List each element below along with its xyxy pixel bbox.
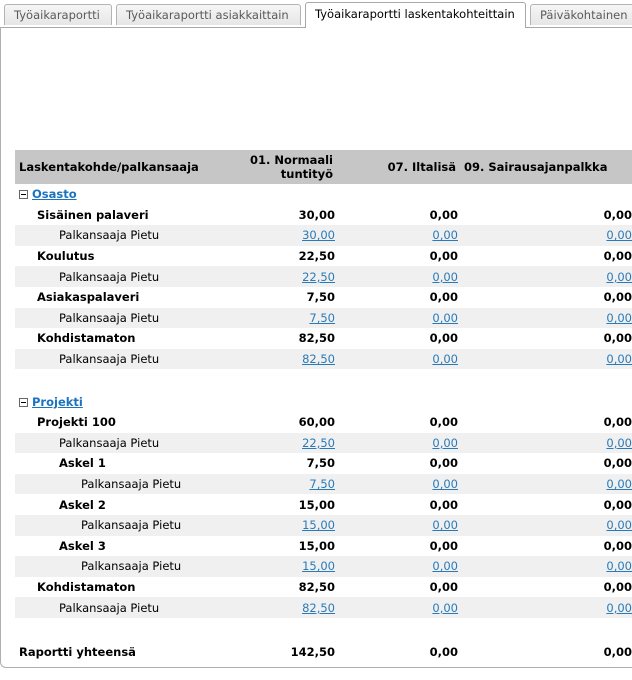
header-sairausajanpalkka: 09. Sairausajanpalkka — [458, 150, 632, 184]
hours-value: 0,00 — [429, 497, 458, 512]
cost-center-label: Askel 3 — [59, 538, 106, 553]
report-total-row — [15, 636, 632, 668]
header-col1-line1: 01. Normaali — [250, 153, 333, 167]
hours-value: 60,00 — [298, 415, 335, 430]
hours-value: 0,00 — [603, 249, 632, 264]
hours-value: 30,00 — [298, 207, 335, 222]
hours-value: 22,50 — [298, 249, 335, 264]
person-row — [15, 349, 632, 370]
hours-link[interactable]: 22,50 — [302, 269, 335, 284]
hours-value: 0,00 — [603, 207, 632, 222]
person-label: Palkansaaja Pietu — [15, 474, 229, 495]
person-row — [15, 266, 632, 287]
hours-value: 0,00 — [603, 538, 632, 553]
person-label: Palkansaaja Pietu — [15, 433, 229, 454]
hours-link[interactable]: 0,00 — [606, 518, 632, 533]
hours-value: 0,00 — [603, 579, 632, 594]
hours-value: 82,50 — [298, 331, 335, 346]
hours-link[interactable]: 7,50 — [309, 477, 335, 492]
hours-link[interactable]: 0,00 — [432, 228, 458, 243]
person-label: Palkansaaja Pietu — [15, 349, 229, 370]
total-v2: 0,00 — [429, 644, 458, 659]
hours-value: 0,00 — [603, 331, 632, 346]
person-row — [15, 433, 632, 454]
hours-value: 0,00 — [603, 497, 632, 512]
total-spacer-row — [15, 618, 632, 636]
hours-value: 15,00 — [298, 538, 335, 553]
cost-center-label: Askel 1 — [59, 456, 106, 471]
hours-link[interactable]: 0,00 — [606, 352, 632, 367]
cost-center-row — [15, 412, 632, 433]
person-label: Palkansaaja Pietu — [15, 266, 229, 287]
hours-value: 0,00 — [603, 290, 632, 305]
cost-center-label: Askel 2 — [59, 497, 106, 512]
total-v3: 0,00 — [603, 644, 632, 659]
hours-link[interactable]: 82,50 — [302, 352, 335, 367]
person-row — [15, 597, 632, 618]
cost-center-label: Sisäinen palaveri — [37, 207, 149, 222]
cost-center-label: Kohdistamaton — [37, 579, 136, 594]
collapse-minus-icon[interactable] — [19, 190, 28, 199]
header-laskentakohde: Laskentakohde/palkansaaja — [15, 150, 229, 184]
person-label: Palkansaaja Pietu — [15, 597, 229, 618]
hours-link[interactable]: 7,50 — [309, 310, 335, 325]
hours-value: 7,50 — [306, 290, 335, 305]
group-link-projekti[interactable]: Projekti — [32, 394, 83, 409]
person-row — [15, 474, 632, 495]
hours-value: 0,00 — [429, 456, 458, 471]
hours-link[interactable]: 0,00 — [606, 477, 632, 492]
hours-value: 15,00 — [298, 497, 335, 512]
hours-value: 7,50 — [306, 456, 335, 471]
person-label: Palkansaaja Pietu — [15, 225, 229, 246]
tab-paivakohtainen[interactable]: Päiväkohtainen — [530, 4, 632, 25]
person-label: Palkansaaja Pietu — [15, 308, 229, 329]
hours-link[interactable]: 0,00 — [432, 269, 458, 284]
tab-asiakkaittain[interactable]: Työaikaraportti asiakkaittain — [116, 4, 301, 25]
group-row-projekti — [15, 391, 632, 412]
hours-value: 0,00 — [603, 456, 632, 471]
group-link-osasto[interactable]: Osasto — [32, 187, 77, 202]
total-v1: 142,50 — [290, 644, 335, 659]
hours-link[interactable]: 0,00 — [432, 310, 458, 325]
header-col1-line2: tuntityö — [280, 167, 333, 181]
table-header-row — [15, 150, 632, 184]
cost-center-row — [15, 205, 632, 226]
hours-link[interactable]: 0,00 — [432, 435, 458, 450]
hours-value: 0,00 — [429, 290, 458, 305]
hours-link[interactable]: 0,00 — [432, 477, 458, 492]
report-table — [15, 150, 632, 668]
tab-laskentakohteittain[interactable]: Työaikaraportti laskentakohteittain — [305, 2, 526, 28]
total-label: Raportti yhteensä — [19, 644, 136, 659]
hours-value: 0,00 — [429, 579, 458, 594]
report-body — [15, 184, 632, 668]
collapse-minus-icon[interactable] — [19, 398, 28, 407]
cost-center-row — [15, 577, 632, 598]
header-normaali-tuntityo — [229, 150, 335, 184]
person-row — [15, 556, 632, 577]
cost-center-label: Koulutus — [37, 249, 95, 264]
hours-value: 0,00 — [603, 415, 632, 430]
hours-link[interactable]: 0,00 — [606, 310, 632, 325]
hours-link[interactable]: 0,00 — [432, 352, 458, 367]
hours-value: 0,00 — [429, 538, 458, 553]
cost-center-row — [15, 494, 632, 515]
group-spacer-row — [15, 369, 632, 391]
person-row — [15, 225, 632, 246]
hours-link[interactable]: 0,00 — [432, 559, 458, 574]
cost-center-label: Projekti 100 — [37, 415, 116, 430]
hours-link[interactable]: 0,00 — [432, 518, 458, 533]
person-label: Palkansaaja Pietu — [15, 515, 229, 536]
hours-link[interactable]: 15,00 — [302, 518, 335, 533]
tab-tyoaikaraportti[interactable]: Työaikaraportti — [4, 4, 112, 25]
hours-link[interactable]: 0,00 — [606, 269, 632, 284]
hours-link[interactable]: 0,00 — [606, 559, 632, 574]
cost-center-label: Asiakaspalaveri — [37, 290, 140, 305]
hours-link[interactable]: 30,00 — [302, 228, 335, 243]
person-row — [15, 515, 632, 536]
person-row — [15, 308, 632, 329]
hours-value: 0,00 — [429, 331, 458, 346]
hours-link[interactable]: 0,00 — [432, 600, 458, 615]
cost-center-label: Kohdistamaton — [37, 331, 136, 346]
hours-link[interactable]: 0,00 — [606, 600, 632, 615]
cost-center-row — [15, 453, 632, 474]
cost-center-row — [15, 287, 632, 308]
header-iltalisa: 07. Iltalisä — [335, 150, 458, 184]
cost-center-row — [15, 246, 632, 267]
hours-link[interactable]: 82,50 — [302, 600, 335, 615]
hours-value: 82,50 — [298, 579, 335, 594]
hours-value: 0,00 — [429, 249, 458, 264]
hours-link[interactable]: 0,00 — [606, 435, 632, 450]
hours-link[interactable]: 22,50 — [302, 435, 335, 450]
hours-value: 0,00 — [429, 207, 458, 222]
hours-link[interactable]: 15,00 — [302, 559, 335, 574]
person-label: Palkansaaja Pietu — [15, 556, 229, 577]
cost-center-row — [15, 536, 632, 557]
hours-link[interactable]: 0,00 — [606, 228, 632, 243]
cost-center-row — [15, 328, 632, 349]
group-row-osasto — [15, 184, 632, 205]
hours-value: 0,00 — [429, 415, 458, 430]
report-tab-bar — [0, 0, 632, 28]
